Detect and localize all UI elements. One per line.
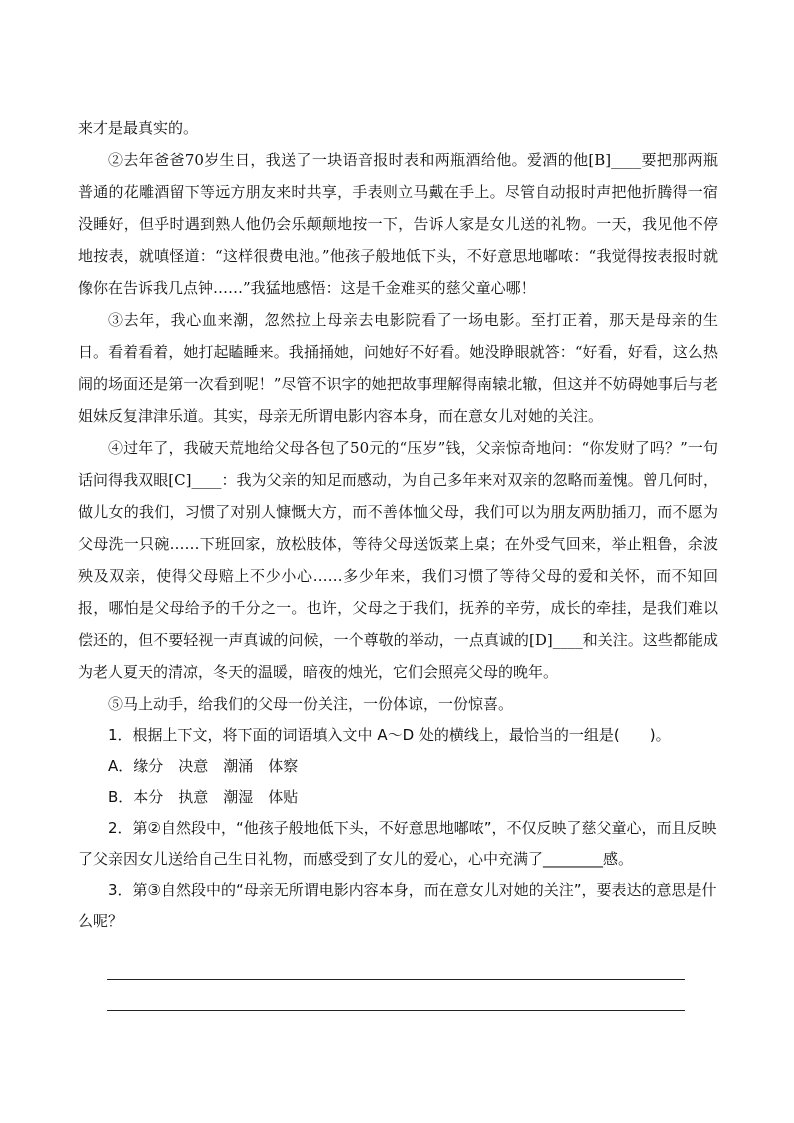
passage-continuation: 来才是最真实的。 (78, 119, 199, 137)
question-2-stem: 2．第②自然段中，“他孩子般地低下头，不好意思地嘟哝”，不仅反映了慈父童心，而且反映了父亲因女儿送给自己生日礼物，而感受到了女儿的爱心，心中充满了________感。 (78, 819, 717, 868)
question-1-stem: 1．根据上下文，将下面的词语填入文中 A～D 处的横线上，最恰当的一组是( )。 (108, 726, 671, 744)
passage-paragraph-5: ⑤马上动手，给我们的父母一份关注，一份体谅，一份惊喜。 (108, 695, 514, 713)
answer-line[interactable] (107, 980, 685, 1011)
question-1-option-a: A．缘分 决意 潮涌 体察 (108, 757, 299, 775)
passage-paragraph-4: ④过年了，我破天荒地给父母各包了50元的“压岁”钱，父亲惊奇地问：“你发财了吗？”一句话问得我双眼[C]____：我为父亲的知足而感动，为自己多年来对双亲的忽略而羞愧。曾几何时，做儿女的我们，习惯了对别人慷慨大方，而不善体恤父母，我们可以为朋友两肋插刀，而不愿为父母洗一只碗……下班回家，放松肢体，等待父母送饭菜上桌；在外受气回来，举止粗鲁，余波殃及双亲，使得父母赔上不少小心……多少年来，我们习惯了等待父母的爱和关怀，而不知回报，哪怕是父母给予的千分之一。也许，父母之于我们，抚养的辛劳，成长的牵挂，是我们难以偿还的，但不要轻视一声真诚的问候，一个尊敬的举动，一点真诚的[D]____和关注。这些都能成为老人夏天的清凉，冬天的温暖，暗夜的烛光，它们会照亮父母的晚年。 (78, 439, 718, 681)
passage-paragraph-3: ③去年，我心血来潮，忽然拉上母亲去电影院看了一场电影。至打正着，那天是母亲的生日。看着看着，她打起瞌睡来。我捅捅她，问她好不好看。她没睁眼就答：“好看，好看，这么热闹的场面还是第一次看到呢！”尽管不识字的她把故事理解得南辕北辙，但这并不妨碍她事后与老姐妹反复津津乐道。其实，母亲无所谓电影内容本身，而在意女儿对她的关注。 (78, 311, 718, 425)
answer-lines[interactable] (107, 949, 685, 1011)
passage-paragraph-2: ②去年爸爸70岁生日，我送了一块语音报时表和两瓶酒给他。爱酒的他[B]____要把那两瓶普通的花雕酒留下等远方朋友来时共享，手表则立马戴在手上。尽管自动报时声把他折腾得一宿没睡好，但乎时遇到熟人他仍会乐颠颠地按一下，告诉人家是女儿送的礼物。一天，我见他不停地按表，就嗔怪道：“这样很费电池。”他孩子般地低下头，不好意思地嘟哝：“我觉得按表报时就像你在告诉我几点钟……”我猛地感悟：这是千金难买的慈父童心哪！ (78, 151, 718, 297)
document-page (78, 112, 718, 1011)
answer-line[interactable] (107, 949, 685, 980)
question-3-stem: 3．第③自然段中的“母亲无所谓电影内容本身，而在意女儿对她的关注”，要表达的意思是什么呢？ (78, 881, 717, 930)
question-1-option-b: B．本分 执意 潮湿 体贴 (108, 788, 299, 806)
